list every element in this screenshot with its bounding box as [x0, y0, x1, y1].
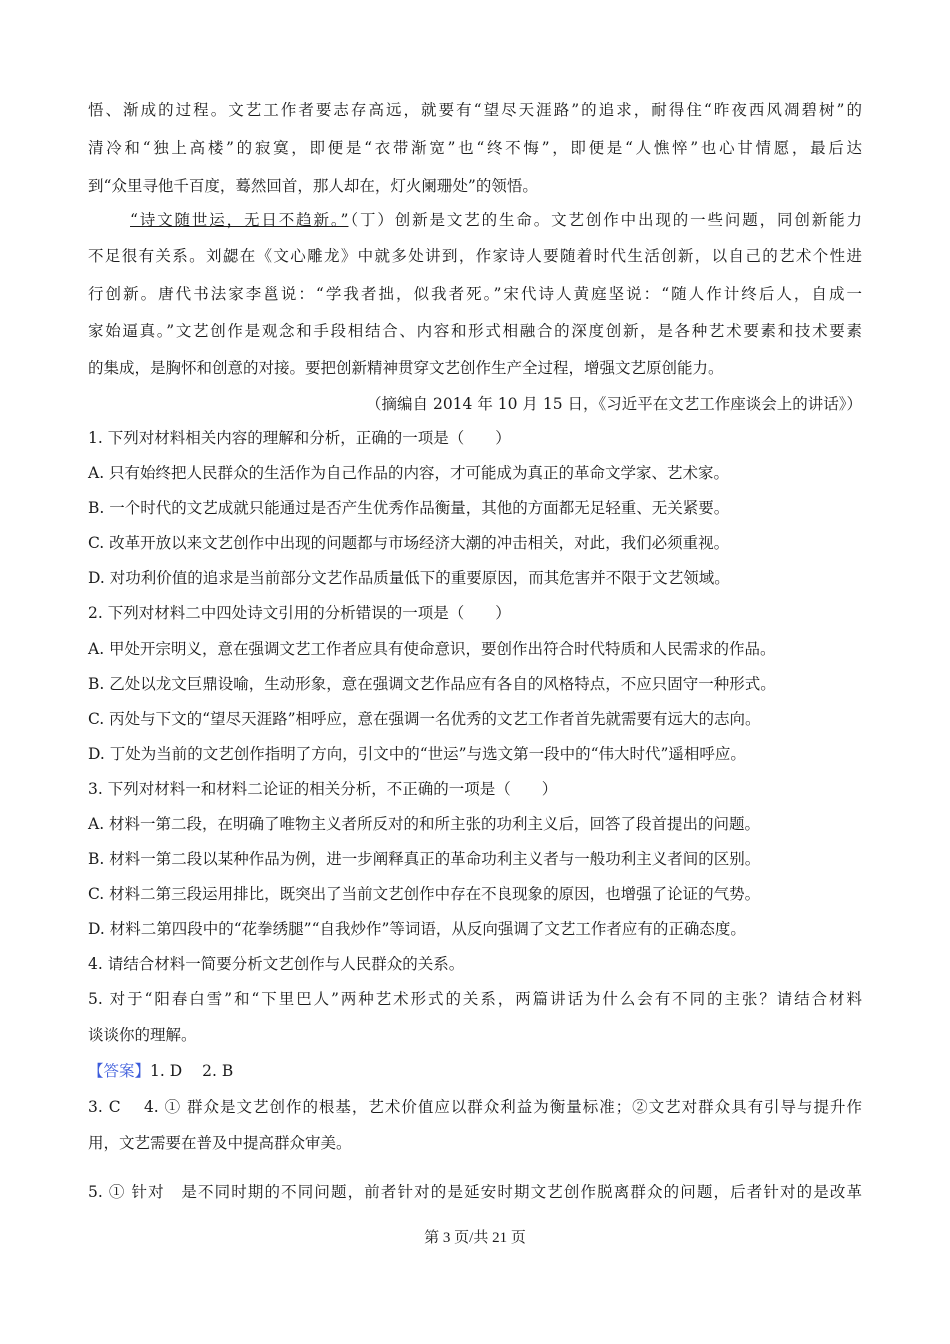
option-1c: C. 改革开放以来文艺创作中出现的问题都与市场经济大潮的冲击相关，对此，我们必须重视。: [88, 534, 730, 552]
answer-tag: 【答案】: [88, 1062, 151, 1080]
option-2b: B. 乙处以龙文巨鼎设喻，生动形象，意在强调文艺作品应有各自的风格特点，不应只固守一种形式。: [88, 675, 776, 693]
question-3: 3. 下列对材料一和材料二论证的相关分析，不正确的一项是（ ）: [88, 780, 558, 798]
option-2d: D. 丁处为当前的文艺创作指明了方向，引文中的“世运”与选文第一段中的“伟大时代”遥相呼应。: [88, 745, 746, 763]
question-2: 2. 下列对材料二中四处诗文引用的分析错误的一项是（ ）: [88, 604, 511, 622]
passage-line: 家始逼真。”文艺创作是观念和手段相结合、内容和形式相融合的深度创新，是各种艺术要素和技术要素: [88, 322, 862, 340]
option-1a: A. 只有始终把人民群众的生活作为自己作品的内容，才可能成为真正的革命文学家、艺术家。: [88, 464, 730, 482]
passage-line: 不足很有关系。刘勰在《文心雕龙》中就多处讲到，作家诗人要随着时代生活创新，以自己的艺术个性进: [88, 247, 862, 265]
question-5-cont: 谈谈你的理解。: [88, 1026, 197, 1044]
underlined-quote: “诗文随世运，无日不趋新。”: [130, 211, 349, 229]
answer-line: 5. ① 针对 是不同时期的不同问题，前者针对的是延安时期文艺创作脱离群众的问题，后者针对的是改革: [88, 1183, 862, 1201]
answer-2: 2. B: [202, 1062, 234, 1080]
answer-line: [88, 1061, 862, 1081]
page-number: 第 3 页/共 21 页: [424, 1230, 526, 1246]
passage-text: （丁）创新是文艺的生命。文艺创作中出现的一些问题，同创新能力: [348, 211, 862, 229]
answer-1: 1. D: [150, 1062, 183, 1080]
option-3d: D. 材料二第四段中的“花拳绣腿”“自我炒作”等词语，从反向强调了文艺工作者应有的正确态度。: [88, 920, 746, 938]
option-1d: D. 对功利价值的追求是当前部分文艺作品质量低下的重要原因，而其危害并不限于文艺领域。: [88, 569, 730, 587]
question-4: 4. 请结合材料一简要分析文艺创作与人民群众的关系。: [88, 955, 465, 973]
passage-line: 的集成，是胸怀和创意的对接。要把创新精神贯穿文艺创作生产全过程，增强文艺原创能力。: [88, 359, 724, 377]
option-2c: C. 丙处与下文的“望尽天涯路”相呼应，意在强调一名优秀的文艺工作者首先就需要有远大的志向。: [88, 710, 761, 728]
passage-line: [130, 210, 862, 230]
option-2a: A. 甲处开宗明义，意在强调文艺工作者应具有使命意识，要创作出符合时代特质和人民需求的作品。: [88, 640, 776, 658]
answer-line: 用，文艺需要在普及中提高群众审美。: [88, 1134, 352, 1152]
passage-line: 到“众里寻他千百度，蓦然回首，那人却在，灯火阑珊处”的领悟。: [88, 177, 538, 195]
answer-line: 3. C 4. ① 群众是文艺创作的根基，艺术价值应以群众利益为衡量标准；②文艺对群众具有引导与提升作: [88, 1098, 862, 1116]
option-3a: A. 材料一第二段，在明确了唯物主义者所反对的和所主张的功利主义后，回答了段首提出的问题。: [88, 815, 761, 833]
source-citation: （摘编自 2014 年 10 月 15 日，《习近平在文艺工作座谈会上的讲话》）: [366, 395, 862, 413]
option-3b: B. 材料一第二段以某种作品为例，进一步阐释真正的革命功利主义者与一般功利主义者间的区别。: [88, 850, 761, 868]
option-3c: C. 材料二第三段运用排比，既突出了当前文艺创作中存在不良现象的原因，也增强了论证的气势。: [88, 885, 761, 903]
passage-line: 行创新。唐代书法家李邕说：“学我者拙，似我者死。”宋代诗人黄庭坚说：“随人作计终后人，自成一: [88, 285, 862, 303]
question-5: 5. 对于“阳春白雪”和“下里巴人”两种艺术形式的关系，两篇讲话为什么会有不同的主张？请结合材料: [88, 990, 862, 1008]
question-1: 1. 下列对材料相关内容的理解和分析，正确的一项是（ ）: [88, 429, 511, 447]
passage-line: 清冷和“独上高楼”的寂寞，即便是“衣带渐宽”也“终不悔”，即便是“人憔悴”也心甘情愿，最后达: [88, 139, 862, 157]
option-1b: B. 一个时代的文艺成就只能通过是否产生优秀作品衡量，其他的方面都无足轻重、无关紧要。: [88, 499, 730, 517]
passage-line: 悟、渐成的过程。文艺工作者要志存高远，就要有“望尽天涯路”的追求，耐得住“昨夜西风凋碧树”的: [88, 101, 862, 119]
